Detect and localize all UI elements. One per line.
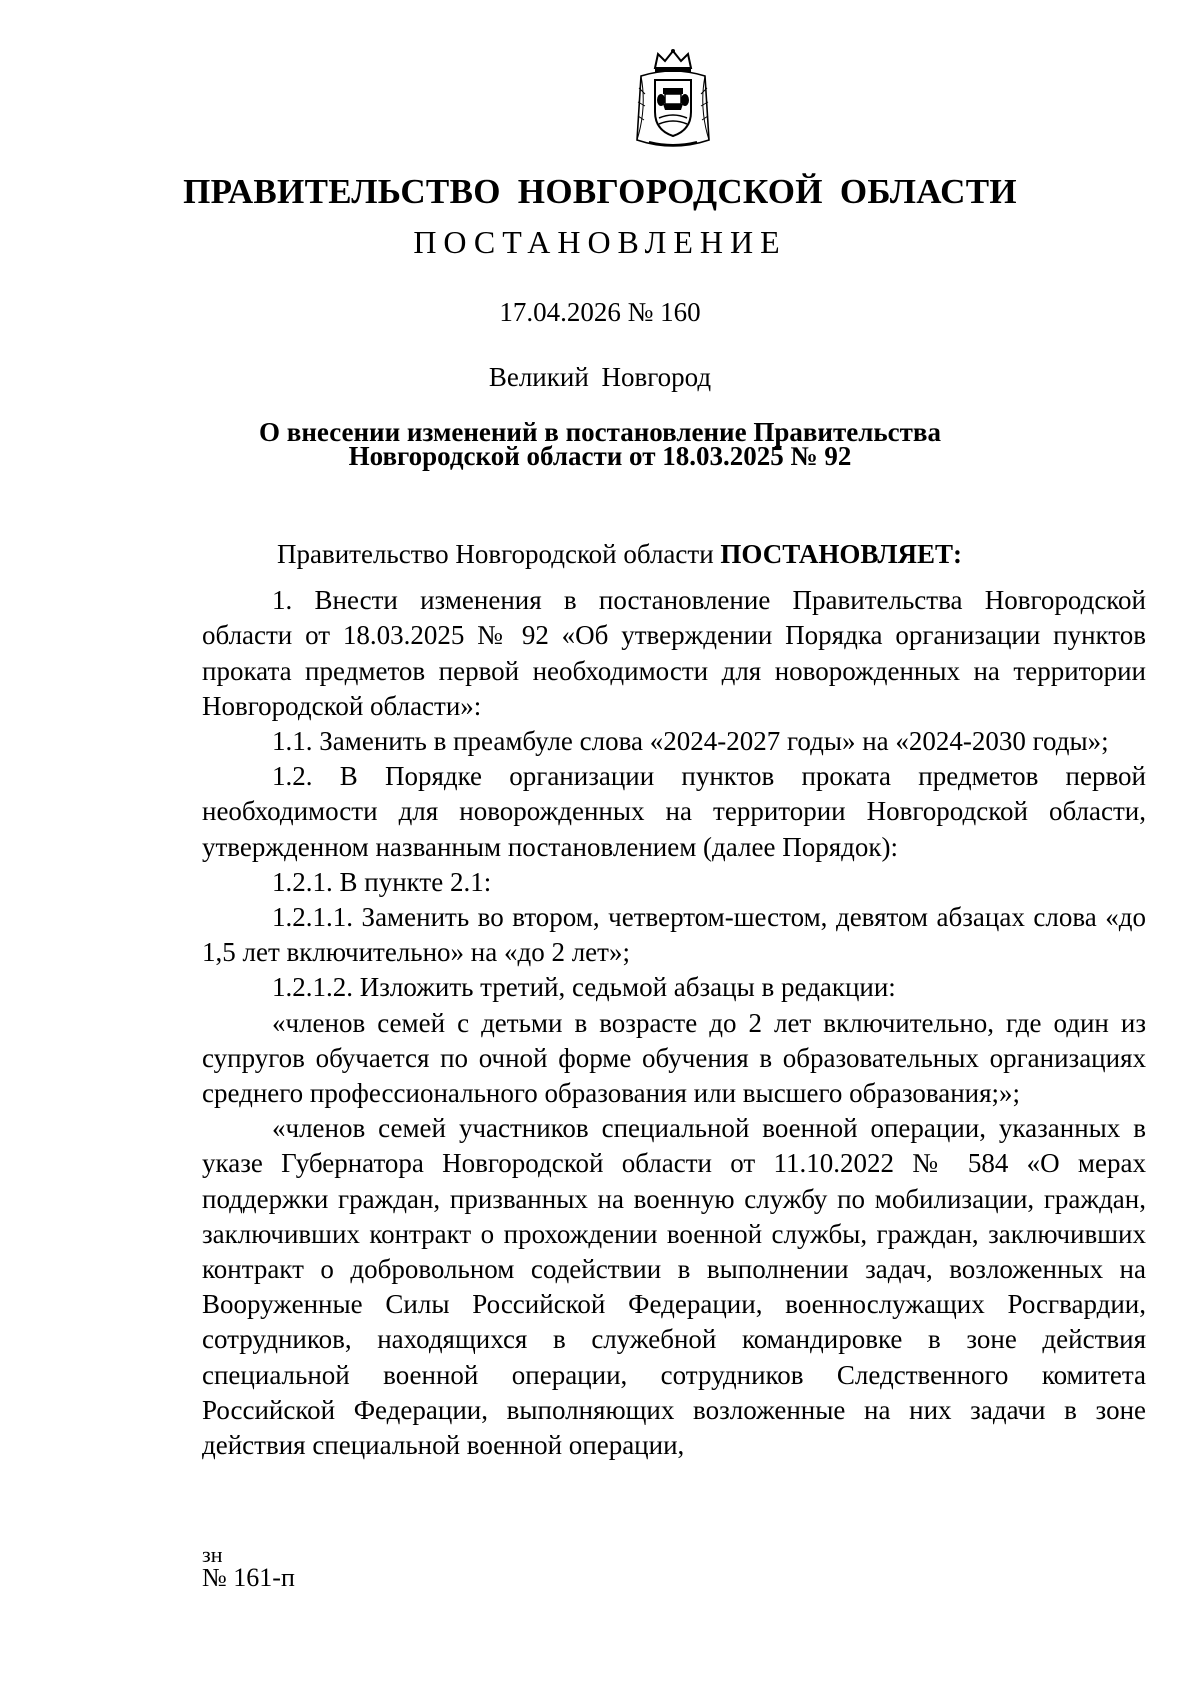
city-name: Великий Новгород bbox=[488, 362, 712, 392]
document-number: № 161-п bbox=[202, 1563, 295, 1592]
subject-line-2: Новгородской области от 18.03.2025 № 92 bbox=[348, 441, 852, 471]
paragraph: 1.2.1.2. Изложить третий, седьмой абзацы в редакции: bbox=[272, 972, 896, 1003]
paragraph: «членов семей с детьми в возрасте до 2 лет включительно, где один из супругов обучается по очной форме обучения в образовательных организациях среднего профессионального образования или высшего образования;»; bbox=[202, 1007, 1146, 1109]
paragraph: «членов семей участников специальной военной операции, указанных в указе Губернатора Новгородской области от 11.10.2022 № 584 «О мерах поддержки граждан, призванных на военную службу по мобилизации, граждан, заключивших контракт о прохождении военной службы, граждан, заключивших контракт о добровольном содействии в выполнении задач, возложенных на Вооруженные Силы Российской Федерации, военнослужащих Росгвардии, сотрудников, находящихся в служебной командировке в зоне действия специальной военной операции, сотрудников Следственного комитета Российской Федерации, выполняющих возложенные на них задачи в зоне действия специальной военной операции, bbox=[202, 1113, 1146, 1461]
coat-of-arms-icon bbox=[633, 48, 713, 152]
document-type: ПОСТАНОВЛЕНИЕ bbox=[413, 224, 787, 260]
paragraph: 1.2.1. В пункте 2.1: bbox=[272, 866, 492, 897]
date-and-number: 17.04.2026 № 160 bbox=[499, 297, 701, 327]
preamble-text: Правительство Новгородской области bbox=[277, 539, 721, 569]
preamble-resolves: ПОСТАНОВЛЯЕТ: bbox=[720, 539, 962, 569]
paragraph: 1.2.1.1. Заменить во втором, четвертом-шестом, девятом абзацах слова «до 1,5 лет включительно» на «до 2 лет»; bbox=[202, 902, 1146, 968]
document-subject bbox=[0, 417, 1200, 471]
subject-line-1: О внесении изменений в постановление Правительства bbox=[259, 417, 941, 447]
preamble bbox=[202, 537, 1146, 572]
executor-code: зн bbox=[202, 1542, 223, 1567]
paragraph: 1.2. В Порядке организации пунктов проката предметов первой необходимости для новорожденных на территории Новгородской области, утвержденном названным постановлением (далее Порядок): bbox=[202, 761, 1146, 862]
government-name: ПРАВИТЕЛЬСТВО НОВГОРОДСКОЙ ОБЛАСТИ bbox=[183, 172, 1017, 211]
paragraph: 1. Внести изменения в постановление Правительства Новгородской области от 18.03.2025 № 92 «Об утверждении Порядка организации пунктов проката предметов первой необходимости для новорожденных на территории Новгородской области»: bbox=[202, 585, 1146, 721]
paragraph: 1.1. Заменить в преамбуле слова «2024-2027 годы» на «2024-2030 годы»; bbox=[272, 726, 1109, 757]
document-body bbox=[202, 537, 1146, 1463]
